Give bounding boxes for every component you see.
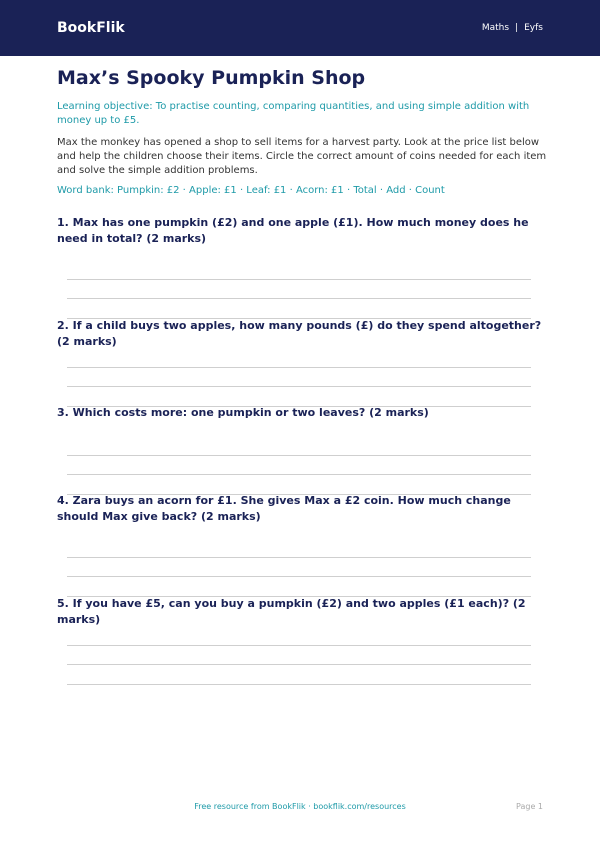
question-5: 5. If you have £5, can you buy a pumpkin (£2) and two apples (£1 each)? (2 marks)	[57, 597, 526, 626]
question-1: 1. Max has one pumpkin (£2) and one apple (£1). How much money does he need in total? (2 marks)	[57, 216, 529, 245]
answer-line	[67, 557, 531, 558]
answer-line	[67, 474, 531, 475]
subject-label: Maths	[481, 23, 510, 33]
brand-logo[interactable]: BookFlik	[57, 20, 125, 36]
worksheet-title: Max’s Spooky Pumpkin Shop	[57, 67, 366, 89]
page-number: Page 1	[516, 802, 543, 811]
answer-line	[67, 455, 531, 456]
learning-objective: Learning objective: To practise counting, comparing quantities, and using simple addition with money up to £5.	[57, 101, 530, 126]
page-header	[0, 0, 600, 56]
answer-line	[67, 279, 531, 280]
answer-line	[67, 386, 531, 387]
level-label: Eyfs	[524, 23, 543, 33]
answer-line	[67, 576, 531, 577]
answer-line	[67, 367, 531, 368]
intro-text: Max the monkey has opened a shop to sell items for a harvest party. Look at the price list below and help the children choose their items. Circle the correct amount of coins needed for each item and solve the simple addition problems.	[57, 137, 547, 176]
answer-line	[67, 645, 531, 646]
answer-line	[67, 298, 531, 299]
answer-line	[67, 684, 531, 685]
meta-separator: |	[515, 23, 519, 33]
question-4: 4. Zara buys an acorn for £1. She gives Max a £2 coin. How much change should Max give back? (2 marks)	[57, 494, 511, 523]
word-bank: Word bank: Pumpkin: £2 · Apple: £1 · Leaf: £1 · Acorn: £1 · Total · Add · Count	[57, 185, 445, 196]
header-meta	[482, 23, 543, 33]
answer-line	[67, 664, 531, 665]
footer-credit[interactable]: Free resource from BookFlik · bookflik.com/resources	[194, 802, 406, 811]
question-2: 2. If a child buys two apples, how many pounds (£) do they spend altogether? (2 marks)	[57, 319, 542, 348]
question-3: 3. Which costs more: one pumpkin or two leaves? (2 marks)	[57, 406, 429, 419]
